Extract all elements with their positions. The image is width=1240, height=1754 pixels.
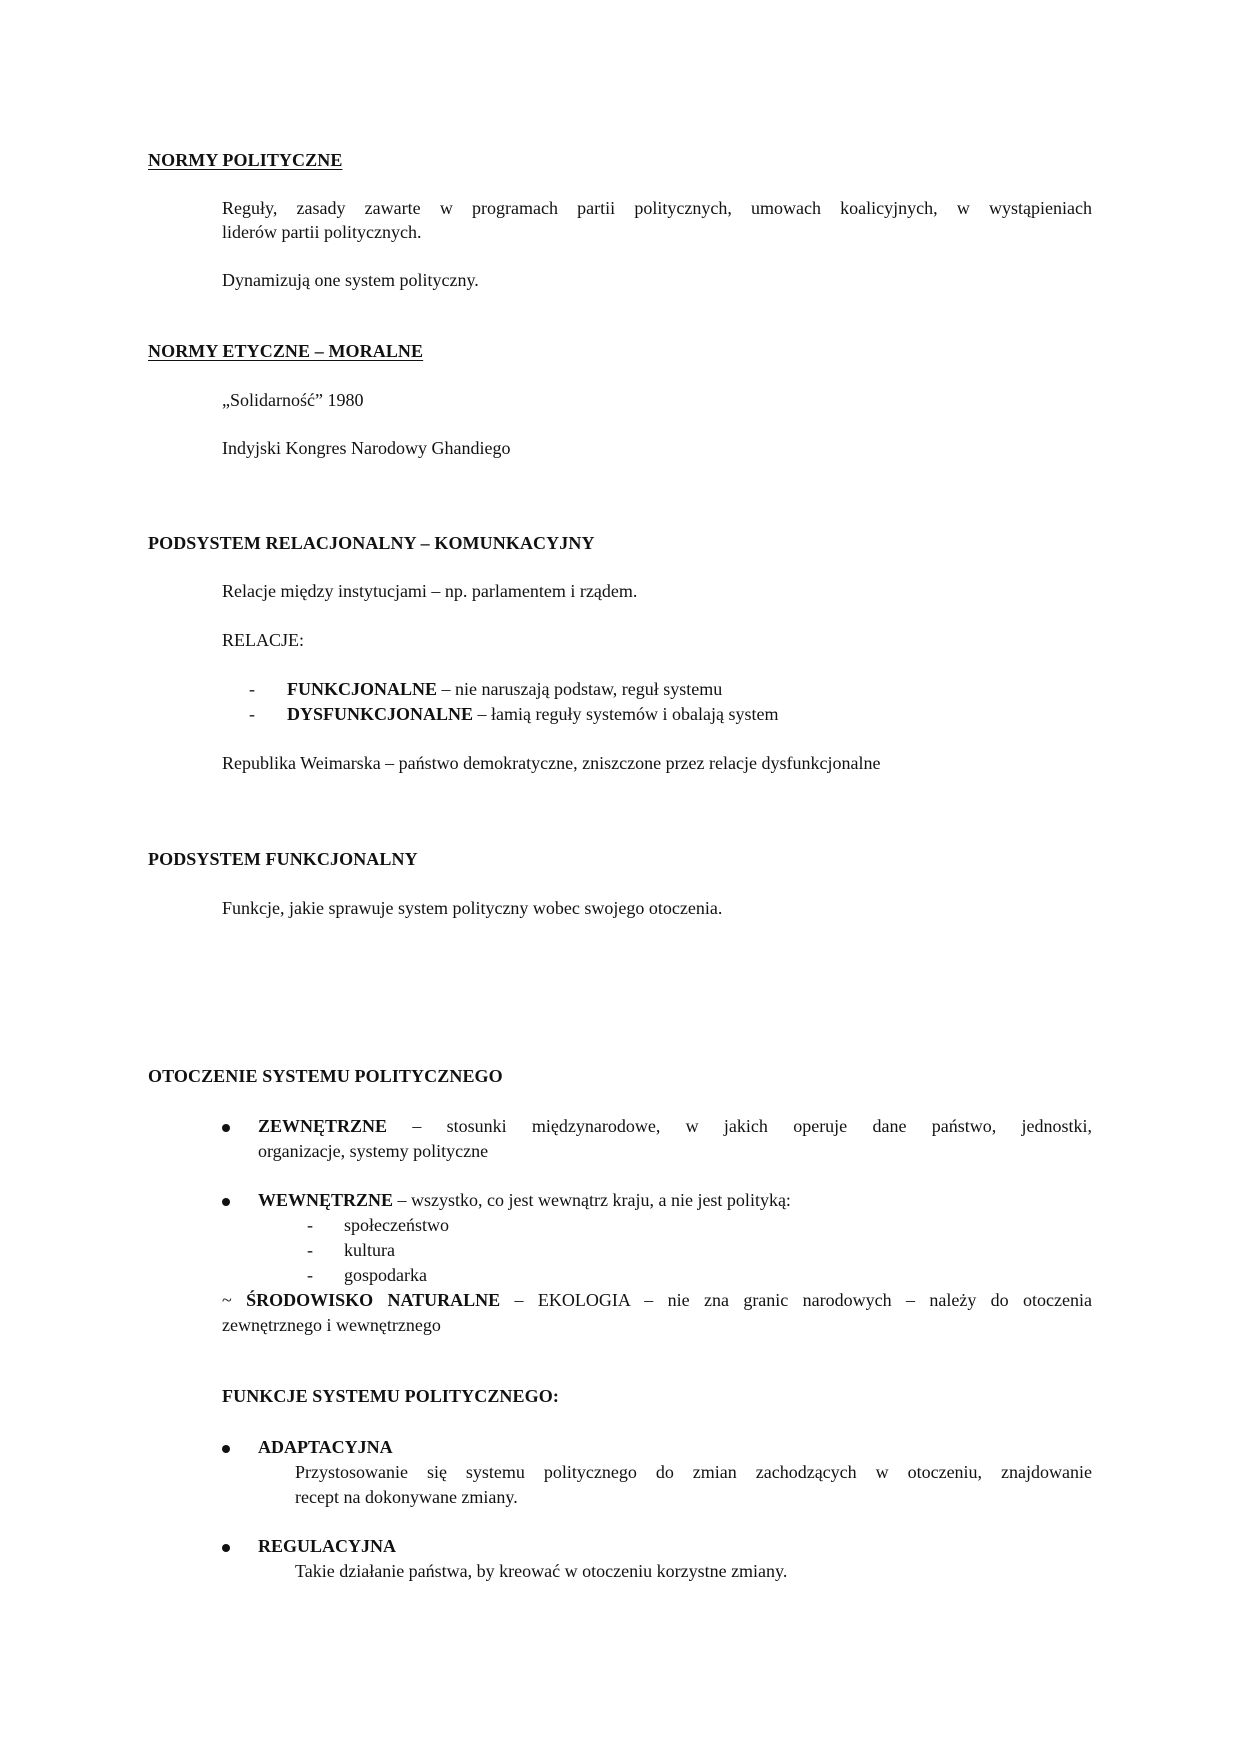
term-funkcjonalne: FUNKCJONALNE [287, 679, 438, 699]
dash-marker: - [307, 1265, 313, 1285]
paragraph-funkcje-jakie: Funkcje, jakie sprawuje system polityczny wobec swojego otoczenia. [222, 898, 723, 918]
term-regulacyjna: REGULACYJNA [258, 1536, 397, 1556]
bullet-wewnetrzne [258, 1188, 791, 1212]
sublist-label: społeczeństwo [344, 1215, 449, 1235]
heading-otoczenie: OTOCZENIE SYSTEMU POLITYCZNEGO [148, 1066, 503, 1086]
dash-marker: - [307, 1240, 313, 1260]
paragraph-relacje-miedzy: Relacje między instytucjami – np. parlamentem i rządem. [222, 581, 638, 601]
heading-podsystem-relacjonalny: PODSYSTEM RELACJONALNY – KOMUNKACYJNY [148, 533, 595, 553]
term-zewnetrzne: ZEWNĘTRZNE [258, 1116, 388, 1136]
note-srodowisko-line2: zewnętrznego i wewnętrznego [222, 1315, 441, 1335]
bullet-zewnetrzne-line2: organizacje, systemy polityczne [258, 1141, 489, 1161]
tilde-marker: ~ [222, 1290, 247, 1310]
desc-dysfunkcjonalne: – łamią reguły systemów i obalają system [473, 704, 779, 724]
label-relacje: RELACJE: [222, 630, 305, 650]
bullet-icon [222, 1198, 230, 1206]
bullet-zewnetrzne-line1 [258, 1114, 1092, 1138]
desc-zewnetrzne: – stosunki międzynarodowe, w jakich operuje dane państwo, jednostki, [387, 1116, 1092, 1136]
dash-marker: - [307, 1215, 313, 1235]
term-dysfunkcjonalne: DYSFUNKCJONALNE [287, 704, 474, 724]
paragraph-republika-weimarska: Republika Weimarska – państwo demokratyczne, zniszczone przez relacje dysfunkcjonalne [222, 753, 881, 773]
paragraph-normy-polityczne-line1: Reguły, zasady zawarte w programach partii politycznych, umowach koalicyjnych, w wystąpieniach [222, 198, 1092, 218]
term-srodowisko: ŚRODOWISKO NATURALNE [246, 1290, 501, 1310]
bullet-icon [222, 1544, 230, 1552]
text-solidarnosc: „Solidarność” 1980 [222, 390, 364, 410]
heading-funkcje: FUNKCJE SYSTEMU POLITYCZNEGO: [222, 1386, 559, 1406]
paragraph-dynamizuja: Dynamizują one system polityczny. [222, 270, 479, 290]
heading-podsystem-funkcjonalny: PODSYSTEM FUNKCJONALNY [148, 849, 418, 869]
desc-adaptacyjna-line2: recept na dokonywane zmiany. [295, 1487, 518, 1507]
text-kongres: Indyjski Kongres Narodowy Ghandiego [222, 438, 511, 458]
heading-normy-polityczne: NORMY POLITYCZNE [148, 150, 343, 170]
term-adaptacyjna: ADAPTACYJNA [258, 1437, 393, 1457]
heading-normy-etyczne: NORMY ETYCZNE – MORALNE [148, 341, 424, 361]
desc-regulacyjna: Takie działanie państwa, by kreować w otoczeniu korzystne zmiany. [295, 1561, 788, 1581]
bullet-icon [222, 1124, 230, 1132]
bullet-icon [222, 1445, 230, 1453]
sublist-label: kultura [344, 1240, 395, 1260]
desc-adaptacyjna-line1: Przystosowanie się systemu politycznego do zmian zachodzących w otoczeniu, znajdowanie [295, 1462, 1092, 1482]
dash-marker: - [249, 679, 255, 699]
desc-wewnetrzne: – wszystko, co jest wewnątrz kraju, a nie jest polityką: [393, 1190, 791, 1210]
desc-funkcjonalne: – nie naruszają podstaw, reguł systemu [437, 679, 723, 699]
desc-srodowisko: – EKOLOGIA – nie zna granic narodowych – należy do otoczenia [500, 1290, 1092, 1310]
sublist-label: gospodarka [344, 1265, 427, 1285]
note-srodowisko-line1 [222, 1288, 1092, 1312]
dash-marker: - [249, 704, 255, 724]
paragraph-normy-polityczne-line2: liderów partii politycznych. [222, 222, 422, 242]
term-wewnetrzne: WEWNĘTRZNE [258, 1190, 394, 1210]
